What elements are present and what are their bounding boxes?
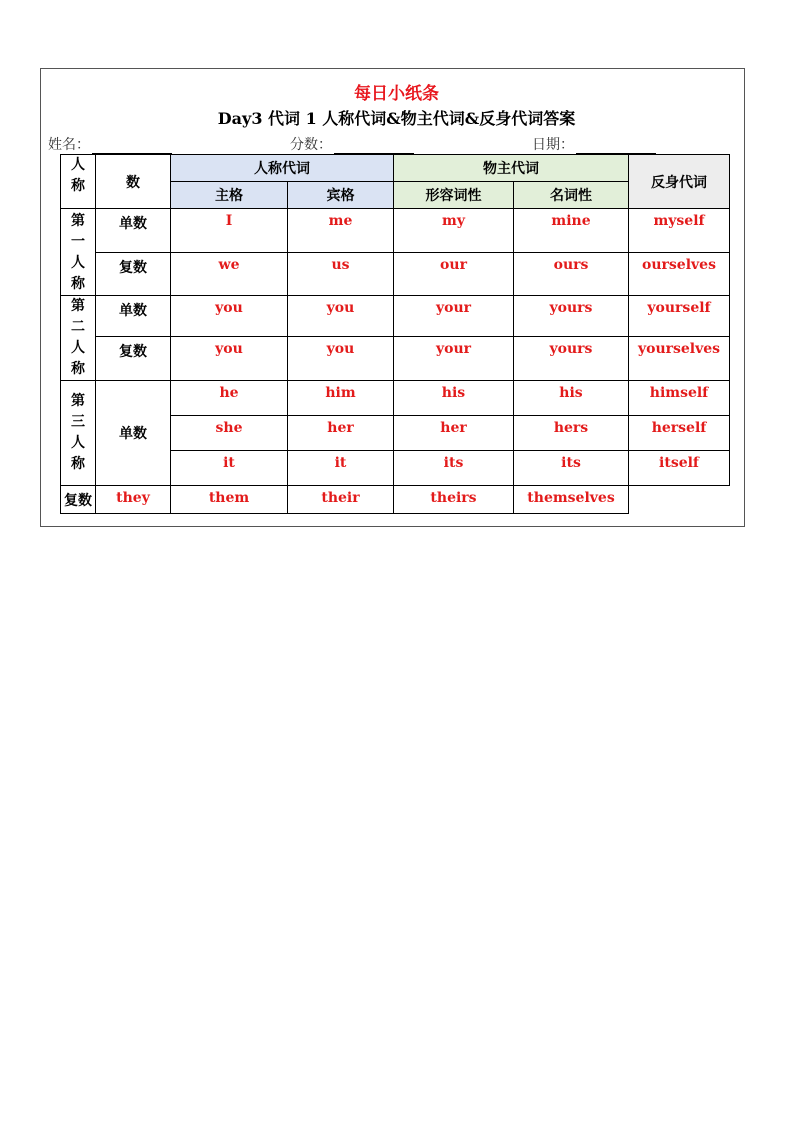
answer-cell: ourselves: [629, 252, 730, 296]
answer-cell: you: [171, 337, 288, 381]
answer-cell: she: [171, 416, 288, 451]
answer-cell: yourselves: [629, 337, 730, 381]
answer-cell: theirs: [394, 486, 514, 514]
possessive-pronoun-header: 物主代词: [394, 155, 629, 182]
table-row: [61, 209, 730, 253]
table-row: [61, 296, 730, 337]
answer-cell: us: [288, 252, 394, 296]
table-row: [61, 337, 730, 381]
date-field[interactable]: [532, 134, 656, 154]
answer-cell: ours: [514, 252, 629, 296]
answer-cell: herself: [629, 416, 730, 451]
answer-cell: yours: [514, 296, 629, 337]
answer-cell: her: [288, 416, 394, 451]
first-person-label: 第一人称: [61, 209, 96, 296]
answer-cell: themselves: [514, 486, 629, 514]
answer-cell: hers: [514, 416, 629, 451]
third-person-label: 第三人称: [61, 381, 96, 486]
answer-cell: I: [171, 209, 288, 253]
table-row: [61, 486, 730, 514]
answer-cell: our: [394, 252, 514, 296]
personal-pronoun-header: 人称代词: [171, 155, 394, 182]
pronoun-table: [60, 154, 730, 514]
object-header: 宾格: [288, 182, 394, 209]
person-header: 人称: [61, 155, 96, 209]
name-blank[interactable]: [92, 140, 172, 154]
answer-cell: he: [171, 381, 288, 416]
answer-cell: you: [288, 337, 394, 381]
answer-cell: his: [514, 381, 629, 416]
answer-cell: yourself: [629, 296, 730, 337]
answer-cell: him: [288, 381, 394, 416]
answer-cell: itself: [629, 451, 730, 486]
name-field[interactable]: [48, 134, 172, 154]
answer-cell: its: [514, 451, 629, 486]
worksheet-title: Day3 代词 1 人称代词&物主代词&反身代词答案: [217, 109, 576, 128]
answer-cell: myself: [629, 209, 730, 253]
answer-cell: my: [394, 209, 514, 253]
answer-cell: you: [171, 296, 288, 337]
number-cell: 复数: [96, 337, 171, 381]
score-blank[interactable]: [334, 140, 414, 154]
score-field[interactable]: [290, 134, 414, 154]
answer-cell: his: [394, 381, 514, 416]
answer-cell: its: [394, 451, 514, 486]
answer-cell: mine: [514, 209, 629, 253]
date-blank[interactable]: [576, 140, 656, 154]
adjective-possessive-header: 形容词性: [394, 182, 514, 209]
number-cell: 复数: [61, 486, 96, 514]
noun-possessive-header: 名词性: [514, 182, 629, 209]
reflexive-header: 反身代词: [629, 155, 730, 209]
answer-cell: we: [171, 252, 288, 296]
score-label: 分数：: [290, 137, 332, 153]
number-header: 数: [96, 155, 171, 209]
date-label: 日期：: [532, 137, 574, 153]
number-cell: 单数: [96, 296, 171, 337]
answer-cell: you: [288, 296, 394, 337]
answer-cell: yours: [514, 337, 629, 381]
answer-cell: her: [394, 416, 514, 451]
second-person-label: 第二人称: [61, 296, 96, 381]
number-cell: 复数: [96, 252, 171, 296]
table-row: [61, 252, 730, 296]
header-row-1: [61, 155, 730, 182]
table-row: [61, 381, 730, 416]
answer-cell: your: [394, 296, 514, 337]
answer-cell: it: [171, 451, 288, 486]
worksheet-subtitle: 每日小纸条: [354, 84, 439, 104]
answer-cell: it: [288, 451, 394, 486]
answer-cell: himself: [629, 381, 730, 416]
answer-cell: your: [394, 337, 514, 381]
name-label: 姓名：: [48, 137, 90, 153]
answer-cell: their: [288, 486, 394, 514]
answer-cell: me: [288, 209, 394, 253]
answer-cell: they: [96, 486, 171, 514]
subject-header: 主格: [171, 182, 288, 209]
number-cell: 单数: [96, 381, 171, 486]
answer-cell: them: [171, 486, 288, 514]
number-cell: 单数: [96, 209, 171, 253]
